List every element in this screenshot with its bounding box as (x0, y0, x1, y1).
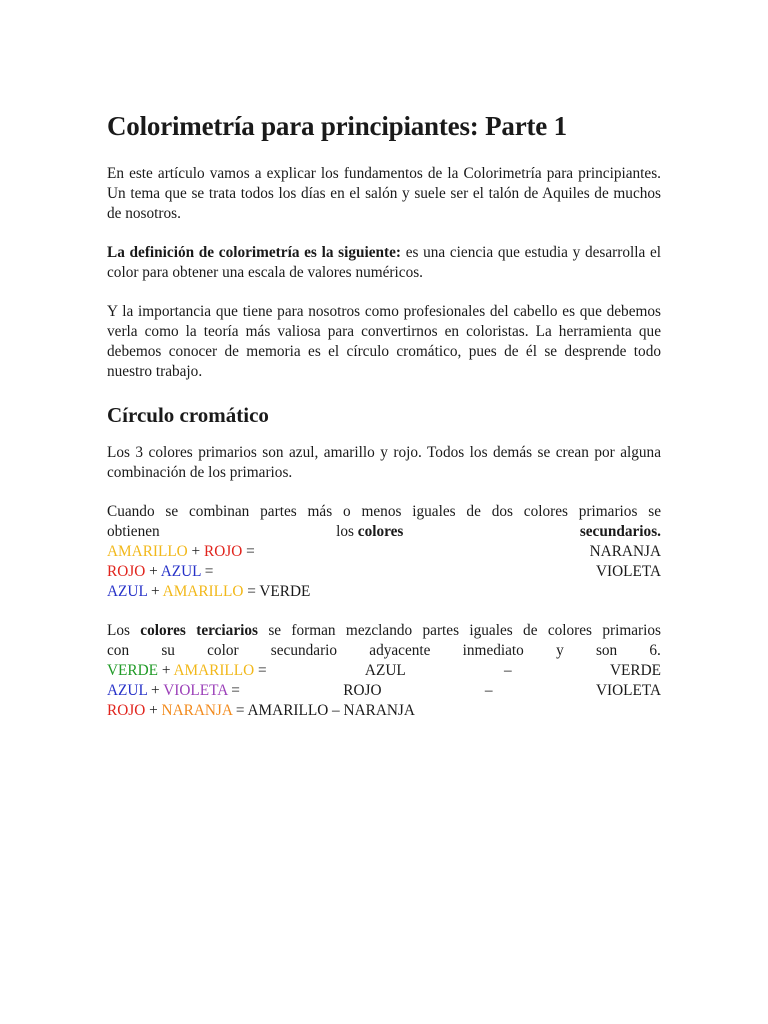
tertiary-eq2 (107, 681, 661, 701)
word: con (107, 642, 130, 659)
t-eq2-left (107, 681, 240, 701)
dash: – (504, 662, 512, 679)
definition-paragraph (107, 243, 661, 283)
dash: – (484, 682, 493, 699)
result-rojo: ROJO (343, 682, 382, 699)
word-los-colores (336, 522, 403, 542)
tertiary-line1 (107, 621, 661, 641)
secondary-line2 (107, 522, 661, 542)
importance-paragraph: Y la importancia que tiene para nosotros como profesionales del cabello es que debemos verla como la teoría más valiosa para convertirnos en coloristas. La herramienta que debemos conocer de memoria es el círculo cromático, pues de él se desprende todo nuestro trabajo. (107, 303, 661, 380)
section-title: Círculo cromático (107, 403, 269, 427)
primaries-paragraph: Los 3 colores primarios son azul, amarillo y rojo. Todos los demás se crean por alguna combinación de los primarios. (107, 444, 661, 481)
bold-colores-terciarios: colores terciarios (140, 622, 258, 639)
secondary-eq1 (107, 542, 661, 562)
secondary-paragraph (107, 502, 661, 602)
word: 6. (649, 642, 661, 659)
definition-bold: La definición de colorimetría es la siguiente: (107, 244, 402, 261)
equals-sign: = (227, 682, 240, 699)
definition-text: es una ciencia que estudia y desarrolla el color para obtener una escala de valores numéricos. (107, 244, 661, 281)
eq1-left (107, 542, 255, 562)
word: son (595, 642, 618, 659)
word: secundario (270, 642, 338, 659)
plus-sign: + (147, 583, 163, 600)
result-azul: AZUL (364, 662, 406, 679)
word: inmediato (462, 642, 524, 659)
eq2-left (107, 562, 213, 582)
equals-sign: = (242, 543, 255, 560)
color-azul: AZUL (107, 583, 148, 600)
document-page (107, 108, 661, 740)
equals-amarillo-naranja: = AMARILLO – NARANJA (232, 702, 415, 719)
word-secundarios: secundarios. (579, 523, 661, 540)
equals-verde: = VERDE (243, 583, 311, 600)
tertiary-eq1 (107, 661, 661, 681)
equals-sign: = (254, 662, 267, 679)
plus-sign: + (158, 662, 174, 679)
word: adyacente (369, 642, 431, 659)
tertiary-line2 (107, 641, 661, 661)
color-naranja: NARANJA (161, 702, 233, 719)
tertiary-paragraph (107, 621, 661, 721)
color-azul: AZUL (160, 563, 201, 580)
tertiary-line1-rest: se forman mezclando partes iguales de colores primarios (257, 622, 661, 639)
word-los: Los (107, 622, 141, 639)
word: su (161, 642, 175, 659)
color-amarillo: AMARILLO (173, 662, 255, 679)
tertiary-eq3 (107, 701, 661, 721)
word-obtienen: obtienen (107, 523, 160, 540)
t-eq1-left (107, 661, 267, 681)
color-violeta: VIOLETA (163, 682, 228, 699)
result-violeta: VIOLETA (595, 563, 661, 580)
color-amarillo: AMARILLO (107, 543, 188, 560)
color-rojo: ROJO (107, 702, 146, 719)
secondary-eq3 (107, 582, 661, 602)
color-verde: VERDE (107, 662, 158, 679)
result-violeta: VIOLETA (595, 682, 661, 699)
secondary-eq2 (107, 562, 661, 582)
color-amarillo: AMARILLO (162, 583, 244, 600)
intro-paragraph: En este artículo vamos a explicar los fundamentos de la Colorimetría para principiantes. Un tema que se trata todos los días en el salón y suele ser el talón de Aquiles de muchos de nosotros. (107, 165, 661, 222)
result-verde: VERDE (609, 662, 661, 679)
word: color (207, 642, 239, 659)
result-naranja: NARANJA (589, 543, 661, 560)
plus-sign: + (147, 682, 164, 699)
word: y (556, 642, 564, 659)
secondary-line1: Cuando se combinan partes más o menos iguales de dos colores primarios se (107, 503, 661, 520)
page-title: Colorimetría para principiantes: Parte 1 (107, 111, 567, 141)
word-los: los (336, 523, 354, 540)
plus-sign: + (145, 563, 161, 580)
equals-sign: = (200, 563, 214, 580)
color-azul: AZUL (107, 682, 148, 699)
color-rojo: ROJO (204, 543, 243, 560)
plus-sign: + (145, 702, 162, 719)
word-colores: colores (357, 523, 404, 540)
plus-sign: + (187, 543, 205, 560)
color-rojo: ROJO (107, 563, 146, 580)
